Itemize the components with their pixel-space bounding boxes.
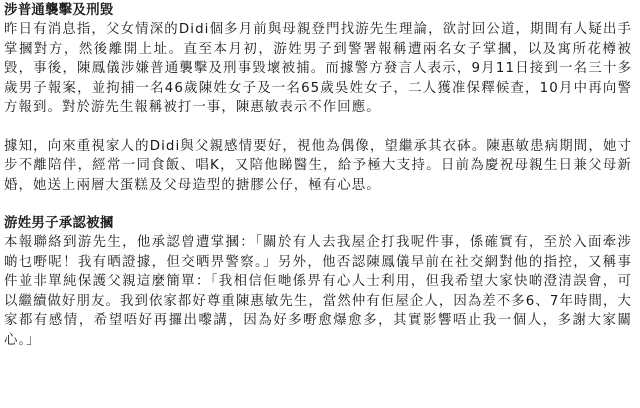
paragraph-incident: 昨日有消息指，父女情深的Didi個多月前與母親登門找游先生理論，欲討回公道，期間有人疑出手掌摑對方，然後離開上址。直至本月初，游姓男子到警署報稱遭兩名女子掌摑，以及寓所花樽被毀，事後，陳鳳儀涉嫌普通襲擊及刑事毀壞被捕。而據警方發言人表示，9月11日接到一名三十多歲男子報案，並拘捕一名46歲陳姓女子及一名65歲吳姓女子，二人獲准保釋候查，10月中再向警方報到。對於游先生報稱被打一事，陳惠敏表示不作回應。 <box>4 22 632 115</box>
section-heading-assault: 涉普通襲擊及刑毀 <box>4 3 114 18</box>
paragraph-family: 據知，向來重視家人的Didi與父親感情要好，視他為偶像，望繼承其衣砵。陳惠敏患病期間，她寸步不離陪伴，經常一同食飯、唱K，又陪他睇醫生，給予極大支持。日前為慶祝母親生日兼父母新婚，她送上兩層大蛋糕及父母造型的搪膠公仔，極有心思。 <box>4 138 632 193</box>
section-heading-admits: 游姓男子承認被摑 <box>4 216 114 231</box>
paragraph-spacer <box>4 118 632 137</box>
section-spacer <box>4 195 632 214</box>
paragraph-interview: 本報聯絡到游先生，他承認曾遭掌摑：「關於有人去我屋企打我呢件事，係確實有，至於入面牽涉啲乜嘢呢！我有晒證據，但交晒畀警察。」另外，他否認陳鳳儀早前在社交網對他的指控，又稱事件並非單純保護父親這麼簡單：「我相信佢哋係畀有心人士利用，但我希望大家快啲澄清誤會，可以繼續做好朋友。我到依家都好尊重陳惠敏先生，當然仲有佢屋企人，因為差不多6、7年時間，大家都有感情，希望唔好再攞出嚟講，因為好多嘢愈爆愈多，其實影響唔止我一個人，多謝大家關心。」 <box>4 235 632 348</box>
